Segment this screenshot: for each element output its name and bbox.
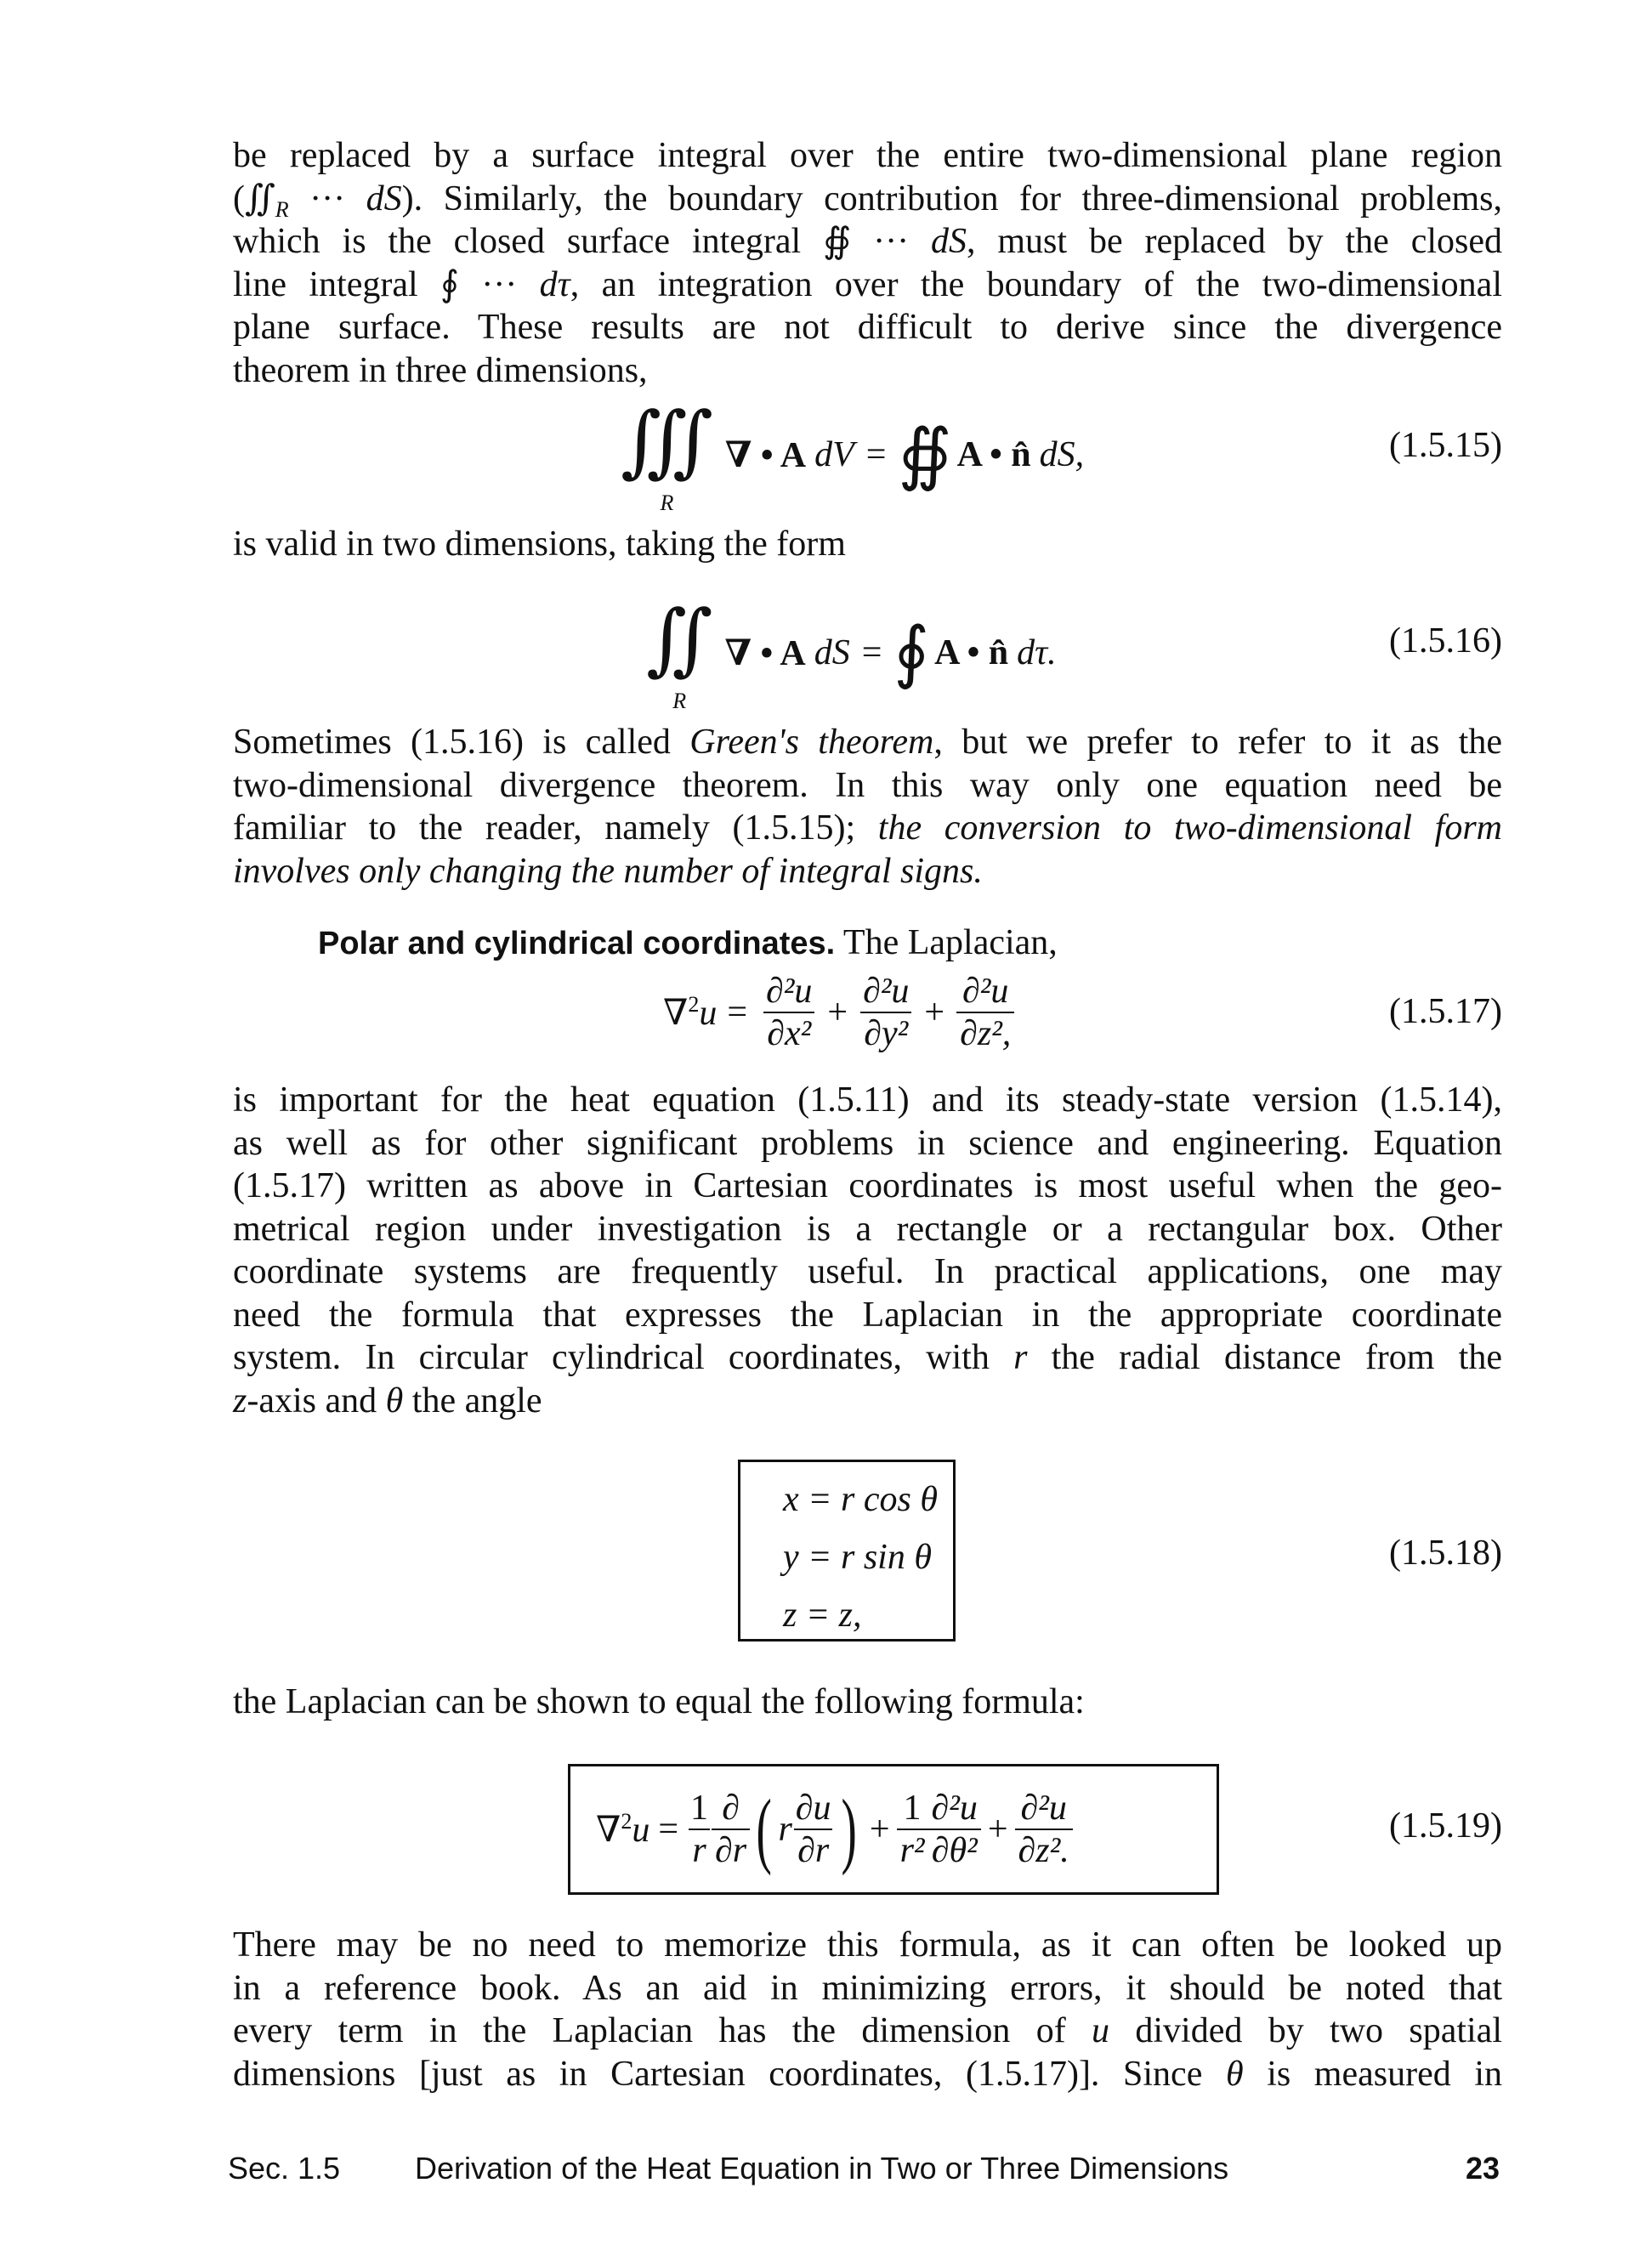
- text-line: [233, 2010, 1502, 2053]
- text-run: the angle: [403, 1381, 542, 1420]
- text-line: [318, 921, 1502, 965]
- text-run: dimensions [just as in Cartesian coordinates, (1.5.17)]. Since: [233, 2054, 1226, 2094]
- italic-text: r: [1013, 1338, 1028, 1377]
- variable-u: u: [632, 1811, 650, 1850]
- left-paren: (: [756, 1782, 772, 1876]
- text-line: [233, 1208, 1502, 1251]
- italic-text: θ: [385, 1381, 404, 1420]
- plus: +: [924, 993, 945, 1033]
- text-run: which is the closed surface integral ∯ ···: [233, 222, 931, 261]
- plus: +: [987, 1810, 1008, 1849]
- variable-r: r: [778, 1810, 792, 1849]
- text-run: -axis and: [247, 1381, 386, 1420]
- text-run: line integral ∮ ···: [233, 264, 540, 304]
- text-line: [233, 721, 1502, 764]
- italic-text: z: [233, 1381, 247, 1420]
- text-line: [233, 1336, 1502, 1380]
- fraction-1-over-r: [687, 1788, 712, 1872]
- eq-rhs: A • n̂: [956, 434, 1031, 474]
- coord-x: x = r cos θ: [783, 1480, 938, 1519]
- equation-box-1-5-19: [568, 1764, 1219, 1895]
- numerator: ∂: [722, 1788, 740, 1828]
- fraction-d2u-dx2: [763, 971, 815, 1055]
- denominator: ∂z²,: [956, 1012, 1014, 1054]
- text-run: plane surface. These results are not difficult to derive since the divergence: [233, 308, 1502, 347]
- text-line: [233, 264, 1502, 307]
- equation-label-1-5-15: (1.5.15): [1389, 426, 1502, 465]
- equation-1-5-17: [663, 971, 1019, 1055]
- text-line: [233, 1165, 1502, 1208]
- equation-1-5-15: [621, 393, 1084, 516]
- numerator: ∂²u: [1020, 1788, 1067, 1828]
- numerator: ∂²u: [766, 972, 813, 1011]
- numerator: ∂²u: [931, 1788, 978, 1828]
- fraction-du-dr: [792, 1788, 835, 1872]
- text-line: [233, 1079, 1502, 1122]
- text-line: [233, 349, 1502, 393]
- text-run: There may be no need to memorize this formula, as it can often be looked up: [233, 1925, 1502, 1965]
- text-run: , an integration over the boundary of the two-dimensional: [570, 264, 1502, 304]
- eq-equals: =: [865, 434, 887, 474]
- text-run: two-dimensional divergence theorem. In this way only one equation need be: [233, 765, 1502, 805]
- paragraph-laplacian-formula-intro: [233, 1681, 1502, 1724]
- nabla: ∇: [663, 994, 689, 1034]
- fraction-d-dr: [712, 1788, 750, 1872]
- italic-text: dτ: [539, 264, 570, 304]
- text-run: the Laplacian can be shown to equal the following formula:: [233, 1682, 1085, 1721]
- equation-1-5-19: [596, 1778, 1073, 1880]
- text-run: (∬: [233, 179, 275, 218]
- denominator: ∂x²: [763, 1012, 814, 1054]
- italic-text: θ: [1225, 2054, 1244, 2094]
- text-line: [233, 1924, 1502, 1967]
- text-run: The Laplacian,: [835, 923, 1058, 962]
- paragraph-valid-two-dimensions: [233, 523, 1502, 566]
- text-run: , but we prefer to refer to it as the: [933, 723, 1502, 762]
- text-line: [233, 1294, 1502, 1337]
- numerator: 1: [690, 1788, 709, 1828]
- text-run: the radial distance from the: [1027, 1338, 1502, 1377]
- nabla: ∇: [596, 1811, 621, 1850]
- eq-rhs: A • n̂: [934, 632, 1009, 672]
- eq-differential-2: dS,: [1039, 434, 1085, 474]
- equation-label-1-5-19: (1.5.19): [1389, 1806, 1502, 1846]
- laplacian-lhs: [596, 1808, 649, 1851]
- text-line: [233, 1681, 1502, 1724]
- right-paren: ): [841, 1782, 857, 1876]
- text-line: [233, 1250, 1502, 1294]
- integral-sign: ∬: [646, 596, 713, 683]
- text-line: [233, 306, 1502, 349]
- closed-line-integral-sign: ∮: [893, 615, 930, 690]
- text-line: [233, 764, 1502, 808]
- text-run: metrical region under investigation is a rectangle or a rectangular box. Other: [233, 1209, 1502, 1249]
- numerator: 1: [903, 1788, 922, 1828]
- denominator: ∂θ²: [928, 1829, 981, 1871]
- text-run: divided by two spatial: [1109, 2011, 1502, 2050]
- text-run: , must be replaced by the closed: [967, 222, 1502, 261]
- paragraph-greens-theorem: [233, 721, 1502, 893]
- text-run: is measured in: [1243, 2054, 1503, 2094]
- region-label: R: [660, 490, 674, 515]
- italic-text: involves only changing the number of integral signs.: [233, 851, 983, 891]
- eq-differential: dS: [814, 632, 850, 672]
- integral-sign: ∭: [621, 398, 713, 485]
- text-line: [233, 178, 1502, 221]
- text-run: ···: [288, 179, 366, 218]
- italic-text: u: [1092, 2011, 1110, 2050]
- italic-text: dS: [931, 222, 967, 261]
- italic-text: dS: [366, 179, 402, 218]
- text-run: theorem in three dimensions,: [233, 350, 648, 390]
- equation-label-1-5-18: (1.5.18): [1389, 1534, 1502, 1573]
- denominator: ∂r: [712, 1829, 750, 1871]
- text-run: in a reference book. As an aid in minimizing errors, it should be noted that: [233, 1968, 1502, 2008]
- text-line: [233, 2053, 1502, 2096]
- footer-section-title: Derivation of the Heat Equation in Two or Three Dimensions: [415, 2151, 1229, 2186]
- numerator: ∂u: [795, 1788, 831, 1828]
- text-run: is important for the heat equation (1.5.11) and its steady-state version (1.5.14),: [233, 1080, 1502, 1120]
- text-run: is valid in two dimensions, taking the form: [233, 524, 846, 564]
- italic-text: the conversion to two-dimensional form: [877, 808, 1502, 848]
- italic-text: Green's theorem: [689, 723, 934, 762]
- text-run: coordinate systems are frequently useful. In practical applications, one may: [233, 1252, 1502, 1291]
- coord-z: z = z,: [783, 1596, 862, 1635]
- denominator: ∂y²: [860, 1012, 911, 1054]
- eq-equals: =: [658, 1810, 679, 1849]
- eq-differential-2: dτ.: [1017, 632, 1057, 672]
- footer-section-number: Sec. 1.5: [228, 2151, 341, 2186]
- text-line: [233, 523, 1502, 566]
- subscript: R: [275, 196, 289, 222]
- equation-box-1-5-18: [738, 1460, 956, 1641]
- closed-surface-integral-sign: ∯: [898, 417, 952, 492]
- paragraph-surface-integral: [233, 134, 1502, 392]
- denominator: r²: [897, 1829, 928, 1871]
- text-run: system. In circular cylindrical coordinates, with: [233, 1338, 1014, 1377]
- text-run: familiar to the reader, namely (1.5.15);: [233, 808, 878, 848]
- equation-1-5-16: [646, 591, 1057, 714]
- denominator: ∂r: [794, 1829, 832, 1871]
- text-run: be replaced by a surface integral over the entire two-dimensional plane region: [233, 136, 1502, 175]
- page-number: 23: [1466, 2151, 1500, 2186]
- numerator: ∂²u: [863, 972, 910, 1011]
- fraction-d2u-dy2: [859, 971, 912, 1055]
- text-line: [233, 1122, 1502, 1165]
- section-heading-polar-cylindrical: [318, 921, 1502, 965]
- text-run: need the formula that expresses the Laplacian in the appropriate coordinate: [233, 1295, 1502, 1335]
- double-integral-symbol: [646, 591, 712, 714]
- eq-differential: dV: [814, 434, 854, 474]
- text-run: every term in the Laplacian has the dimension of: [233, 2011, 1092, 2050]
- eq-lhs: ∇ • A: [724, 633, 806, 673]
- eq-lhs: ∇ • A: [724, 435, 807, 475]
- exponent: 2: [621, 1809, 632, 1834]
- text-line: [233, 1967, 1502, 2010]
- coord-y: y = r sin θ: [783, 1538, 932, 1577]
- plus: +: [827, 993, 848, 1033]
- text-line: [233, 220, 1502, 264]
- bold-heading: Polar and cylindrical coordinates.: [318, 926, 836, 961]
- text-run: Sometimes (1.5.16) is called: [233, 723, 690, 762]
- text-run: (1.5.17) written as above in Cartesian coordinates is most useful when the geo-: [233, 1166, 1502, 1205]
- eq-equals: =: [861, 632, 882, 672]
- text-line: [233, 1380, 1502, 1423]
- fraction-1-over-r2: [897, 1788, 928, 1872]
- plus: +: [869, 1810, 890, 1849]
- denominator: ∂z².: [1015, 1829, 1073, 1871]
- laplacian-lhs: [663, 991, 717, 1034]
- text-line: [233, 850, 1502, 893]
- fraction-d2u-dz2: [956, 971, 1014, 1055]
- fraction-d2u-dtheta2: [928, 1788, 981, 1872]
- text-line: [233, 134, 1502, 178]
- equation-label-1-5-16: (1.5.16): [1389, 621, 1502, 661]
- numerator: ∂²u: [962, 972, 1009, 1011]
- equation-label-1-5-17: (1.5.17): [1389, 992, 1502, 1031]
- variable-u: u: [699, 994, 718, 1034]
- fraction-d2u-dz2: [1015, 1788, 1073, 1872]
- paragraph-memorize-formula: [233, 1924, 1502, 2095]
- eq-equals: =: [727, 993, 748, 1033]
- region-label: R: [672, 689, 687, 713]
- denominator: r: [689, 1829, 709, 1871]
- paragraph-laplacian-importance: [233, 1079, 1502, 1422]
- text-run: ). Similarly, the boundary contribution for three-dimensional problems,: [401, 179, 1502, 218]
- triple-integral-symbol: [621, 393, 713, 516]
- exponent: 2: [688, 992, 700, 1018]
- text-line: [233, 807, 1502, 850]
- text-run: as well as for other significant problems in science and engineering. Equation: [233, 1123, 1502, 1163]
